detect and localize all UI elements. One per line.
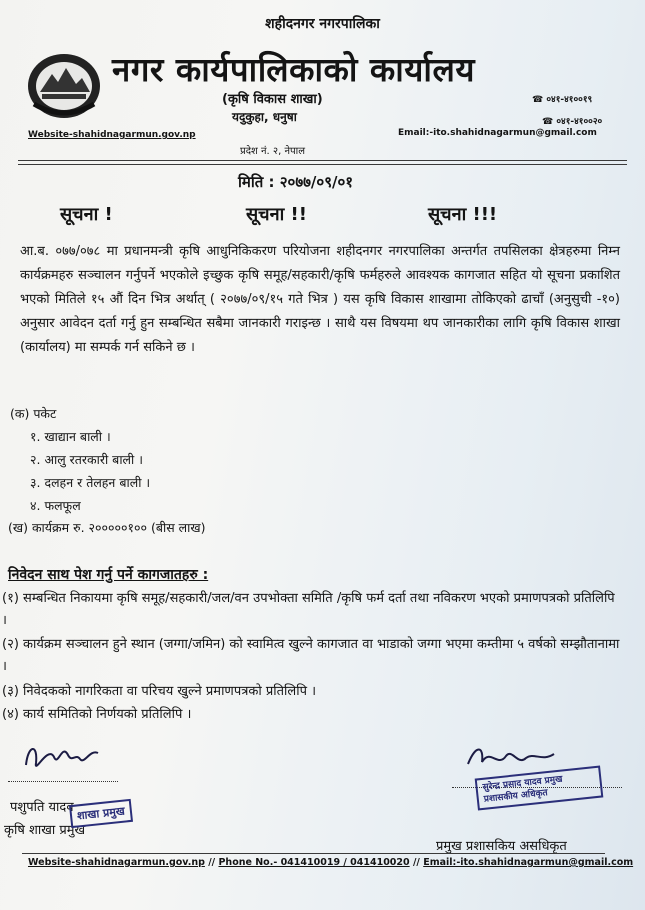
left-stamp: शाखा प्रमुख (69, 799, 133, 828)
left-signature-icon (18, 735, 108, 780)
documents-title: निवेदन साथ पेश गर्नु पर्ने कागजातहरु : (8, 567, 209, 583)
office-title: नगर कार्यपालिकाको कार्यालय (112, 50, 475, 89)
packet-item: ४. फलफूल (30, 498, 81, 513)
header-phone-2: ☎ ०४१-४१००२० (542, 117, 603, 127)
notice-heading-1: सूचना ! (60, 204, 113, 225)
right-stamp: सुरेन्द्र प्रसाद यादव प्रमुख प्रशासकीय अधिकृत (475, 766, 604, 811)
header-rule-1 (18, 160, 627, 161)
left-signatory-title: कृषि शाखा प्रमुख (4, 823, 86, 838)
office-address: यदुकुहा, धनुषा (232, 110, 297, 124)
notice-body: आ.ब. ०७७/०७८ मा प्रधानमन्त्री कृषि आधुनिकिकरण परियोजना शहीदनगर नगरपालिका अन्तर्गत तपसिलका क्षेत्रहरुमा निम्न कार्यक्रमहरु सञ्चालन गर्नुपर्ने भएकोले इच्छुक कृषि समूह/सहकारी/कृषि फर्महरुले आवश्यक कागजात सहित यो सूचना प्रकाशित भएको मितिले १५ औं दिन भित्र अर्थात् ( २०७७/०९/१५ गते भित्र ) यस कृषि विकास शाखामा तोकिएको ढाचाँ (अनुसुची -१०) अनुसार आवेदन दर्ता गर्नु हुन सम्बन्धित सबैमा जानकारी गराइन्छ । साथै यस विषयमा थप जानकारीका लागि कृषि विकास शाखा (कार्यालय) मा सम्पर्क गर्न सकिने छ । (20, 244, 620, 355)
footer-website: Website-shahidnagarmun.gov.np (28, 857, 205, 868)
branch-name: (कृषि विकास शाखा) (222, 92, 323, 107)
notice-heading-2: सूचना !! (246, 204, 307, 225)
nepal-emblem-icon (26, 52, 102, 120)
footer-contact: Website-shahidnagarmun.gov.np // Phone No.- 041410019 / 041410020 // Email:-ito.shahidnagarmun@gmail.com (28, 857, 634, 868)
header-rule-2 (18, 164, 627, 165)
left-signatory-name: पशुपति यादव (10, 800, 74, 815)
header-email: Email:-ito.shahidnagarmun@gmail.com (398, 128, 597, 138)
notice-heading-3: सूचना !!! (428, 204, 498, 225)
document-item: (४) कार्य समितिको निर्णयको प्रतिलिपि । (2, 707, 192, 722)
document-item: (२) कार्यक्रम सञ्चालन हुने स्थान (जग्गा/जमिन) को स्वामित्व खुल्ने कागजात वा भाडाको जग्गा भएमा कम्तीमा ५ वर्षको सम्झौतानामा । (2, 637, 620, 674)
right-signatory-title: प्रमुख प्रशासकिय असधिकृत (436, 839, 567, 854)
packet-item: ३. दलहन र तेलहन बाली । (30, 475, 151, 490)
document-item: (१) सम्बन्धित निकायमा कृषि समूह/सहकारी/जल/वन उपभोक्ता समिति /कृषि फर्म दर्ता तथा नविकरण भएको प्रमाणपत्रको प्रतिलिपि । (2, 591, 615, 628)
packet-label: (क) पकेट (10, 406, 57, 421)
province-line: प्रदेश नं. २, नेपाल (240, 146, 306, 157)
municipality-name: शहीदनगर नगरपालिका (265, 16, 380, 32)
packet-item: १. खाद्यान बाली । (30, 429, 111, 444)
footer-rule (22, 853, 605, 854)
footer-email: Email:-ito.shahidnagarmun@gmail.com (423, 857, 634, 868)
document-item: (३) निवेदकको नागरिकता वा परिचय खुल्ने प्रमाणपत्रको प्रतिलिपि । (2, 684, 317, 699)
footer-phone: Phone No.- 041410019 / 041410020 (218, 857, 410, 868)
left-signature-line (8, 781, 118, 782)
header-phone-1: ☎ ०४१-४१००१९ (532, 95, 593, 105)
program-budget: (ख) कार्यक्रम रु. २०००००१०० (बीस लाख) (8, 520, 206, 535)
packet-item: २. आलु रतरकारी बाली । (30, 452, 143, 467)
notice-date: मिति : २०७७/०९/०१ (238, 173, 354, 191)
header-website: Website-shahidnagarmun.gov.np (28, 130, 196, 140)
